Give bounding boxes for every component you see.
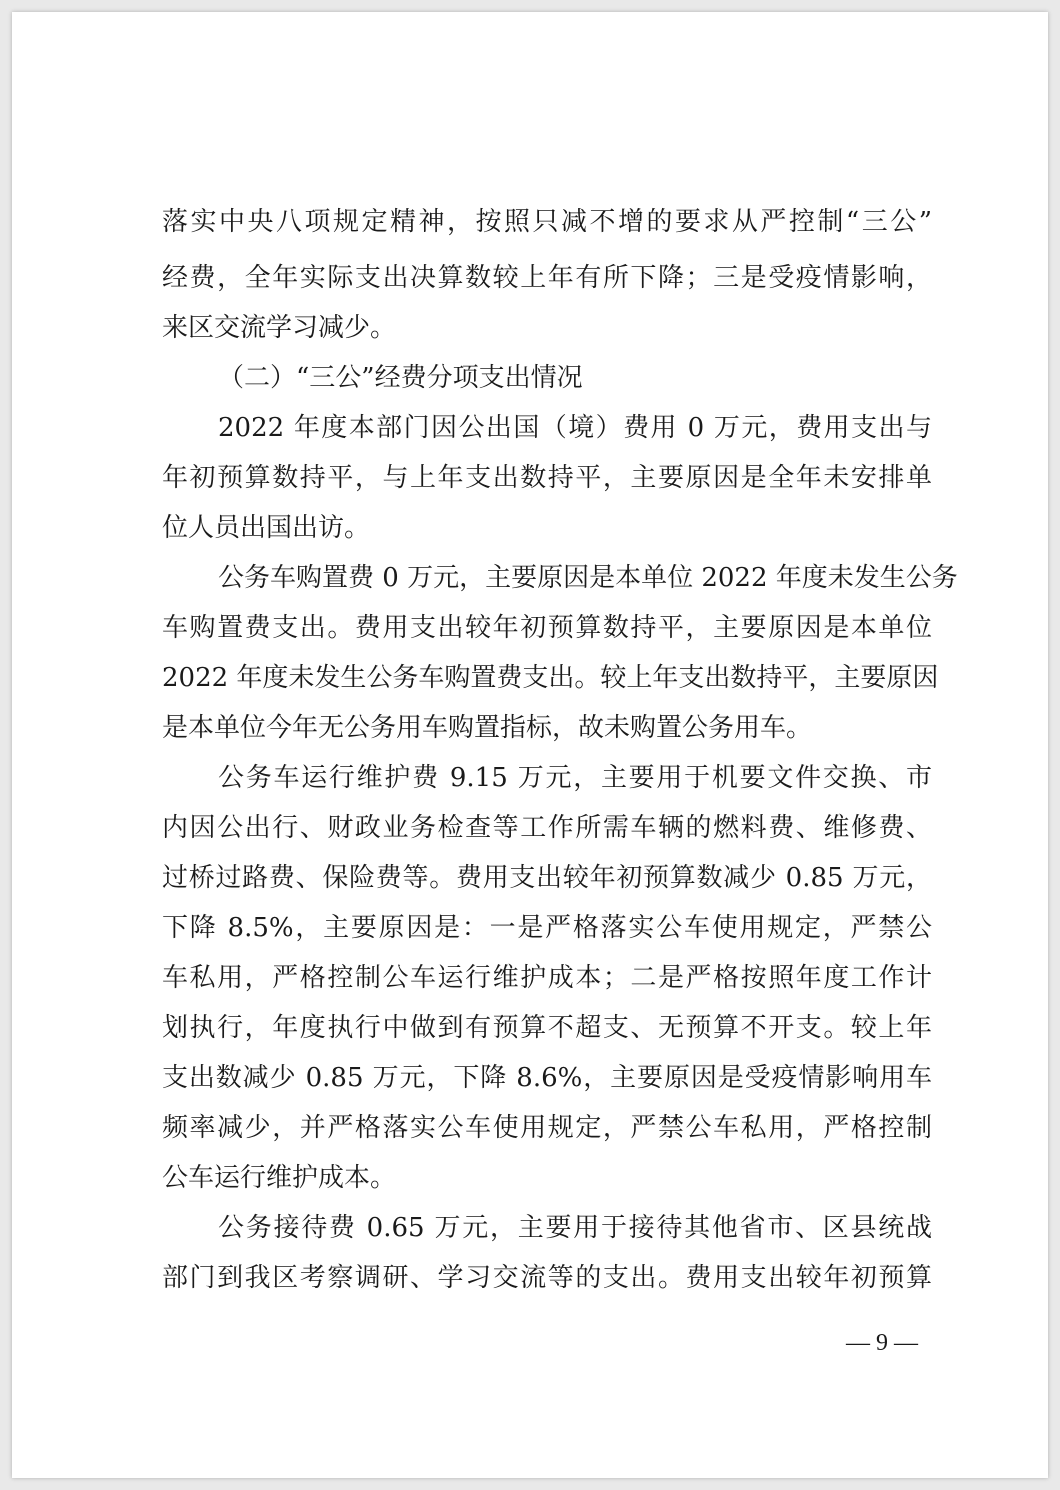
text-line: 公务接待费 0.65 万元，主要用于接待其他省市、区县统战 <box>218 1213 932 1243</box>
text-line: 部门到我区考察调研、学习交流等的支出。费用支出较年初预算 <box>162 1263 932 1293</box>
text-line: 频率减少，并严格落实公车使用规定，严禁公车私用，严格控制 <box>162 1113 932 1143</box>
text-line: 公车运行维护成本。 <box>162 1163 397 1193</box>
text-line: 下降 8.5%，主要原因是：一是严格落实公车使用规定，严禁公 <box>162 913 932 943</box>
text-line: 支出数减少 0.85 万元，下降 8.6%，主要原因是受疫情影响用车 <box>162 1063 932 1093</box>
text-line: 落实中央八项规定精神，按照只减不增的要求从严控制“三公” <box>162 207 932 237</box>
text-line: 位人员出国出访。 <box>162 513 371 543</box>
text-line: 公务车运行维护费 9.15 万元，主要用于机要文件交换、市 <box>218 763 932 793</box>
document-page <box>12 12 1048 1478</box>
text-line: 过桥过路费、保险费等。费用支出较年初预算数减少 0.85 万元， <box>162 863 932 893</box>
text-line: 2022 年度未发生公务车购置费支出。较上年支出数持平，主要原因 <box>162 663 939 693</box>
text-line: 年初预算数持平，与上年支出数持平，主要原因是全年未安排单 <box>162 463 932 493</box>
text-line: 公务车购置费 0 万元，主要原因是本单位 2022 年度未发生公务 <box>218 563 958 593</box>
text-line: 经费，全年实际支出决算数较上年有所下降；三是受疫情影响， <box>162 263 932 293</box>
section-heading: （二）“三公”经费分项支出情况 <box>218 363 583 393</box>
text-line: 来区交流学习减少。 <box>162 313 397 343</box>
page-number: — 9 — <box>846 1330 918 1356</box>
text-line: 2022 年度本部门因公出国（境）费用 0 万元，费用支出与 <box>218 413 932 443</box>
text-line: 车购置费支出。费用支出较年初预算数持平，主要原因是本单位 <box>162 613 932 643</box>
text-line: 车私用，严格控制公车运行维护成本；二是严格按照年度工作计 <box>162 963 932 993</box>
text-line: 是本单位今年无公务用车购置指标，故未购置公务用车。 <box>162 713 813 743</box>
text-line: 划执行，年度执行中做到有预算不超支、无预算不开支。较上年 <box>162 1013 932 1043</box>
text-line: 内因公出行、财政业务检查等工作所需车辆的燃料费、维修费、 <box>162 813 932 843</box>
